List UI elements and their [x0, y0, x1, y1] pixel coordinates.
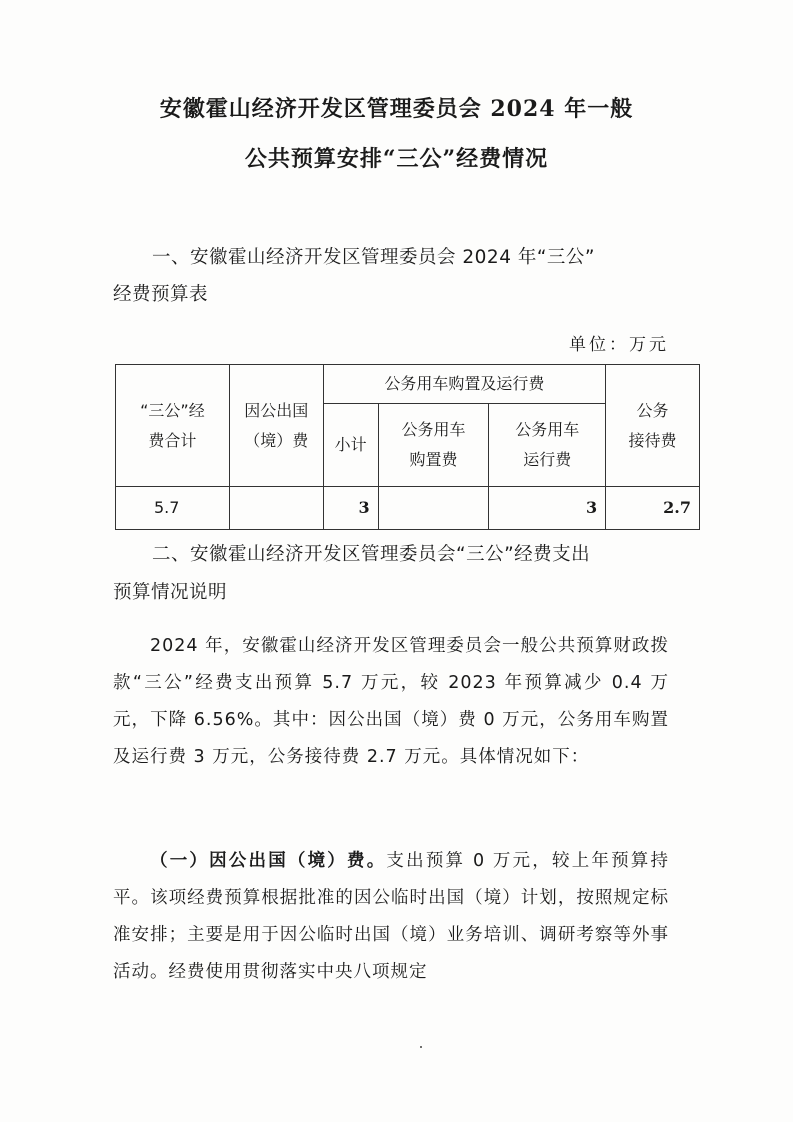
header-purchase — [378, 404, 489, 487]
section-2-heading-line-1: 二、安徽霍山经济开发区管理委员会“三公”经费支出 — [152, 544, 591, 565]
header-reception-line-2: 接待费 — [628, 430, 677, 450]
header-subtotal: 小计 — [323, 404, 378, 487]
header-vehicle-group: 公务用车购置及运行费 — [323, 365, 605, 404]
paragraph-summary: 2024 年，安徽霍山经济开发区管理委员会一般公共预算财政拨款“三公”经费支出预算 5.7 万元，较 2023 年预算减少 0.4 万元，下降 6.56%。其中：因公出国（境）费 0 万元，公务用车购置及运行费 3 万元，公务接待费 2.7 万元。具体情况如下： — [113, 636, 669, 767]
unit-label: 单位：万元 — [569, 335, 669, 355]
cell-operation: 3 — [489, 487, 606, 530]
header-abroad-line-1: 因公出国 — [244, 400, 309, 420]
section-1-heading-line-1: 一、安徽霍山经济开发区管理委员会 2024 年“三公” — [152, 247, 596, 268]
cell-subtotal: 3 — [323, 487, 378, 530]
header-reception — [606, 365, 700, 487]
document-title-line-2: 公共预算安排“三公”经费情况 — [244, 146, 549, 172]
document-title-line-1: 安徽霍山经济开发区管理委员会 2024 年一般 — [159, 96, 634, 122]
header-total-line-2: 费合计 — [148, 430, 197, 450]
paragraph-abroad-expense — [113, 843, 669, 991]
cell-reception: 2.7 — [606, 487, 700, 530]
paragraph-abroad-lead: （一）因公出国（境）费。 — [150, 851, 387, 871]
table-header-row-1 — [116, 365, 700, 404]
header-reception-line-1: 公务 — [636, 400, 669, 420]
header-operation-line-2: 运行费 — [523, 450, 572, 469]
header-total — [116, 365, 230, 487]
header-abroad-line-2: （境）费 — [244, 430, 309, 450]
section-2-heading-line-2: 预算情况说明 — [113, 582, 228, 603]
table-row — [116, 487, 700, 530]
header-operation-line-1: 公务用车 — [515, 420, 580, 439]
header-total-line-1: “三公”经 — [140, 400, 205, 420]
cell-abroad — [229, 487, 323, 530]
budget-table — [115, 364, 700, 530]
section-1-heading-line-2: 经费预算表 — [113, 284, 209, 305]
cell-total: 5.7 — [116, 487, 230, 530]
header-abroad — [229, 365, 323, 487]
paragraph-abroad-text: 支出预算 0 万元，较上年预算持平。该项经费预算根据批准的因公临时出国（境）计划，按照规定标准安排；主要是用于因公临时出国（境）业务培训、调研考察等外事活动。经费使用贯彻落实中央八项规定 — [113, 851, 669, 982]
header-operation — [489, 404, 606, 487]
scan-mark — [420, 1046, 422, 1048]
cell-purchase — [378, 487, 489, 530]
header-purchase-line-1: 公务用车 — [401, 420, 466, 439]
header-purchase-line-2: 购置费 — [409, 450, 458, 469]
